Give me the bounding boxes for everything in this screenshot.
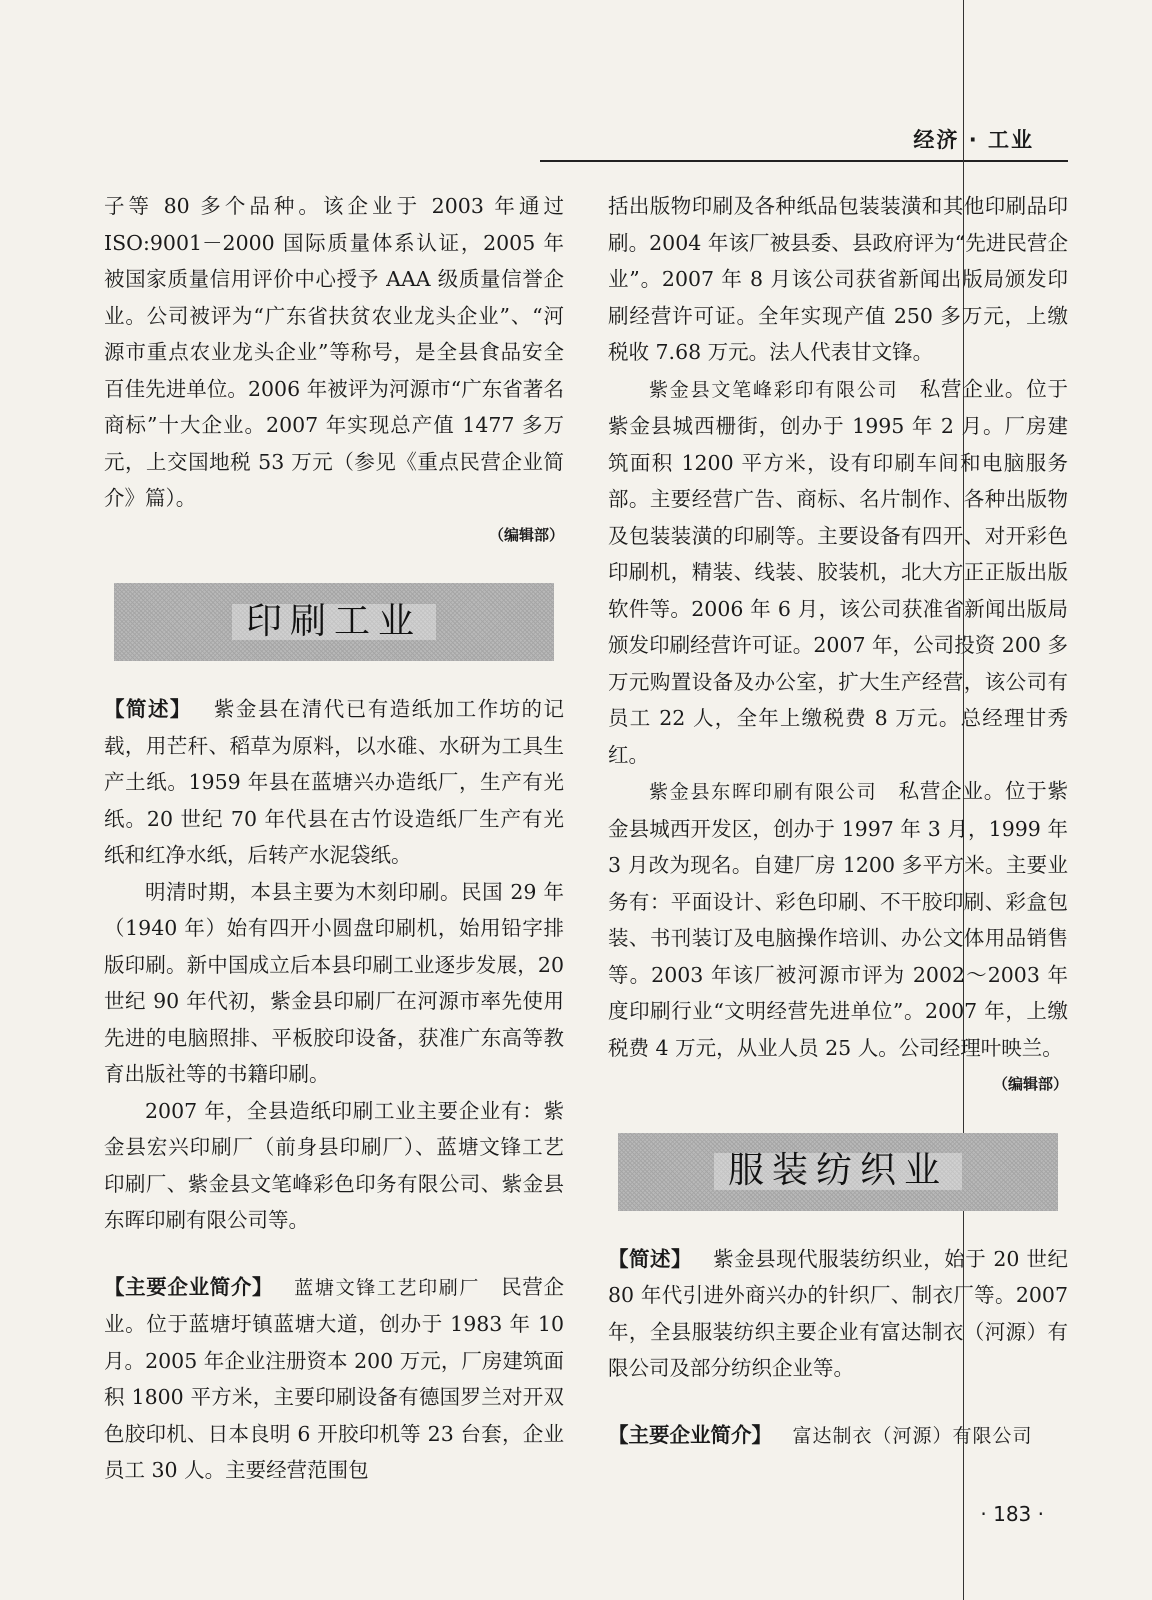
overview-label: 【简述】 [104,697,192,721]
section-banner-textile [618,1133,1058,1211]
overview-text: 紫金县在清代已有造纸加工作坊的记载，用芒秆、稻草为原料，以水碓、水研为工具生产土纸。1959 年县在蓝塘兴办造纸厂，生产有光纸。20 世纪 70 年代县在古竹设造纸厂生产有光纸和红净水纸，后转产水泥袋纸。 [104,697,565,867]
company-intro-3 [608,773,1068,1066]
company-name-2: 紫金县文笔峰彩印有限公司 [649,378,899,401]
company-text-1: 民营企业。位于蓝塘圩镇蓝塘大道，创办于 1983 年 10 月。2005 年企业注册资本 200 万元，厂房建筑面积 1800 平方米，主要印刷设备有德国罗兰对开双色胶印机、日本良明 6 开胶印机等 23 台套，企业员工 30 人。主要经营范围包 [104,1274,564,1482]
textile-overview [608,1241,1068,1387]
left-column [104,188,564,1489]
companies-label: 【主要企业简介】 [608,1422,772,1447]
company-text-3: 私营企业。位于紫金县城西开发区，创办于 1997 年 3 月，1999 年 3 月改为现名。自建厂房 1200 多平方米。主要业务有：平面设计、彩色印刷、不干胶印刷、彩盒包装、书刊装订及电脑操作培训、办公文体用品销售等。2003 年该厂被河源市评为 2002～2003 年度印刷行业“文明经营先进单位”。2007 年，上缴税费 4 万元，从业人员 25 人。公司经理叶映兰。 [608,779,1068,1060]
company-intro-4 [608,1417,1068,1455]
company-text-2: 私营企业。位于紫金县城西栅街，创办于 1995 年 2 月。厂房建筑面积 1200 平方米，设有印刷车间和电脑服务部。主要经营广告、商标、名片制作、各种出版物及包装装潢的印刷等。主要设备有四开、对开彩色印刷机，精装、线装、胶装机，北大方正正版出版软件等。2006 年 6 月，该公司获准省新闻出版局颁发印刷经营许可证。2007 年，公司投资 200 多万元购置设备及办公室，扩大生产经营，该公司有员工 22 人，全年上缴税费 8 万元。总经理甘秀红。 [608,376,1068,767]
editor-credit-left: （编辑部） [488,525,564,544]
overview-text: 紫金县现代服装纺织业，始于 20 世纪 80 年代引进外商兴办的针织厂、制衣厂等。2007 年，全县服装纺织主要企业有富达制衣（河源）有限公司及部分纺织企业等。 [608,1246,1068,1380]
company-name-4: 富达制衣（河源）有限公司 [792,1424,1033,1447]
company-name-3: 紫金县东晖印刷有限公司 [649,781,878,803]
right-paragraph-1: 括出版物印刷及各种纸品包装装潢和其他印刷品印刷。2004 年该厂被县委、县政府评为“先进民营企业”。2007 年 8 月该公司获省新闻出版局颁发印刷经营许可证。全年实现产值 250 多万元，上缴税收 7.68 万元。法人代表甘文锋。 [608,194,1068,364]
companies-label: 【主要企业简介】 [104,1274,274,1299]
section-banner-printing [114,583,554,661]
banner-title: 印刷工业 [232,604,436,641]
right-column [608,188,1068,1454]
left-paragraph-2: 明清时期，本县主要为木刻印刷。民国 29 年（1940 年）始有四开小圆盘印刷机，始用铅字排版印刷。新中国成立后本县印刷工业逐步发展，20 世纪 90 年代初，紫金县印刷厂在河源市率先使用先进的电脑照排、平板胶印设备，获准广东高等教育出版社等的书籍印刷。 [104,879,564,1086]
company-intro-2 [608,371,1068,774]
printing-overview [104,691,564,874]
company-intro-1 [104,1269,564,1489]
editor-credit-right: （编辑部） [992,1075,1068,1093]
overview-label: 【简述】 [608,1246,693,1271]
section-header-title: 经济 · 工业 [913,128,1034,152]
page-number: · 183 · [980,1502,1044,1526]
left-paragraph-1: 子等 80 多个品种。该企业于 2003 年通过 ISO:9001－2000 国际质量体系认证，2005 年被国家质量信用评价中心授予 AAA 级质量信誉企业。公司被评为“广东省扶贫农业龙头企业”、“河源市重点农业龙头企业”等称号，是全县食品安全百佳先进单位。2006 年被评为河源市“广东省著名商标”十大企业。2007 年实现总产值 1477 多万元，上交国地税 53 万元（参见《重点民营企业简介》篇）。 [104,194,564,510]
header-rule [540,160,1068,162]
left-paragraph-3: 2007 年，全县造纸印刷工业主要企业有：紫金县宏兴印刷厂（前身县印刷厂）、蓝塘文锋工艺印刷厂、紫金县文笔峰彩色印务有限公司、紫金县东晖印刷有限公司等。 [104,1098,564,1232]
banner-title: 服装纺织业 [714,1153,962,1190]
company-name-1: 蓝塘文锋工艺印刷厂 [293,1276,481,1299]
